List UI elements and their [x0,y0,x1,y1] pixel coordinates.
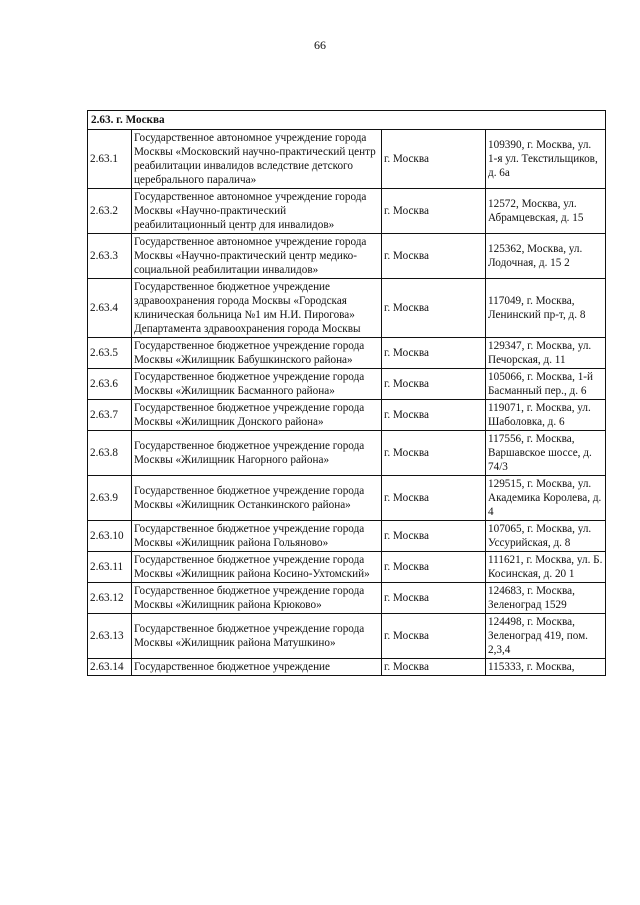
table-row [88,583,606,614]
org-address: 125362, Москва, ул. Лодочная, д. 15 2 [486,234,606,279]
org-name: Государственное бюджетное учреждение города Москвы «Жилищник района Матушкино» [132,614,382,659]
row-number: 2.63.14 [88,659,132,676]
org-name: Государственное бюджетное учреждение города Москвы «Жилищник Басманного района» [132,369,382,400]
row-number: 2.63.4 [88,279,132,338]
row-number: 2.63.8 [88,431,132,476]
table-row [88,279,606,338]
org-city: г. Москва [382,189,486,234]
org-address: 119071, г. Москва, ул. Шаболовка, д. 6 [486,400,606,431]
page-number: 66 [314,38,326,52]
table-row [88,552,606,583]
org-name: Государственное бюджетное учреждение города Москвы «Жилищник Останкинского района» [132,476,382,521]
org-address: 12572, Москва, ул. Абрамцевская, д. 15 [486,189,606,234]
org-city: г. Москва [382,476,486,521]
table-row [88,369,606,400]
org-name: Государственное автономное учреждение города Москвы «Московский научно-практический центр реабилитации инвалидов вследствие детского церебрального паралича» [132,130,382,189]
table-row [88,521,606,552]
org-name: Государственное бюджетное учреждение [132,659,382,676]
org-name: Государственное бюджетное учреждение города Москвы «Жилищник района Крюково» [132,583,382,614]
org-address: 111621, г. Москва, ул. Б. Косинская, д. 20 1 [486,552,606,583]
org-address: 105066, г. Москва, 1-й Басманный пер., д. 6 [486,369,606,400]
table-row [88,130,606,189]
section-title: 2.63. г. Москва [88,111,606,130]
row-number: 2.63.13 [88,614,132,659]
org-city: г. Москва [382,552,486,583]
org-city: г. Москва [382,614,486,659]
table-row [88,476,606,521]
row-number: 2.63.6 [88,369,132,400]
section-header-row [88,111,606,130]
organizations-table [87,110,606,676]
row-number: 2.63.11 [88,552,132,583]
org-city: г. Москва [382,279,486,338]
org-name: Государственное бюджетное учреждение города Москвы «Жилищник Донского района» [132,400,382,431]
org-address: 129347, г. Москва, ул. Печорская, д. 11 [486,338,606,369]
org-city: г. Москва [382,431,486,476]
org-city: г. Москва [382,369,486,400]
row-number: 2.63.12 [88,583,132,614]
row-number: 2.63.9 [88,476,132,521]
org-city: г. Москва [382,400,486,431]
org-city: г. Москва [382,659,486,676]
table-row [88,400,606,431]
org-address: 124498, г. Москва, Зеленоград 419, пом. 2,3,4 [486,614,606,659]
org-city: г. Москва [382,521,486,552]
org-address: 107065, г. Москва, ул. Уссурийская, д. 8 [486,521,606,552]
org-name: Государственное автономное учреждение города Москвы «Научно-практический реабилитационный центр для инвалидов» [132,189,382,234]
table-row [88,614,606,659]
org-address: 117049, г. Москва, Ленинский пр-т, д. 8 [486,279,606,338]
row-number: 2.63.1 [88,130,132,189]
table-row [88,659,606,676]
org-name: Государственное бюджетное учреждение города Москвы «Жилищник района Гольяново» [132,521,382,552]
org-name: Государственное автономное учреждение города Москвы «Научно-практический центр медико-социальной реабилитации инвалидов» [132,234,382,279]
org-name: Государственное бюджетное учреждение города Москвы «Жилищник Нагорного района» [132,431,382,476]
row-number: 2.63.5 [88,338,132,369]
table-row [88,234,606,279]
org-address: 117556, г. Москва, Варшавское шоссе, д. 74/3 [486,431,606,476]
table-row [88,189,606,234]
table-row [88,431,606,476]
row-number: 2.63.2 [88,189,132,234]
org-address: 115333, г. Москва, [486,659,606,676]
org-name: Государственное бюджетное учреждение здравоохранения города Москвы «Городская клиническая больница №1 им Н.И. Пирогова» Департамента здравоохранения города Москвы [132,279,382,338]
org-address: 124683, г. Москва, Зеленоград 1529 [486,583,606,614]
org-city: г. Москва [382,234,486,279]
row-number: 2.63.7 [88,400,132,431]
org-address: 109390, г. Москва, ул. 1-я ул. Текстильщиков, д. 6а [486,130,606,189]
org-address: 129515, г. Москва, ул. Академика Королева, д. 4 [486,476,606,521]
org-name: Государственное бюджетное учреждение города Москвы «Жилищник района Косино-Ухтомский» [132,552,382,583]
row-number: 2.63.10 [88,521,132,552]
org-city: г. Москва [382,130,486,189]
org-name: Государственное бюджетное учреждение города Москвы «Жилищник Бабушкинского района» [132,338,382,369]
table-row [88,338,606,369]
org-city: г. Москва [382,338,486,369]
row-number: 2.63.3 [88,234,132,279]
org-city: г. Москва [382,583,486,614]
